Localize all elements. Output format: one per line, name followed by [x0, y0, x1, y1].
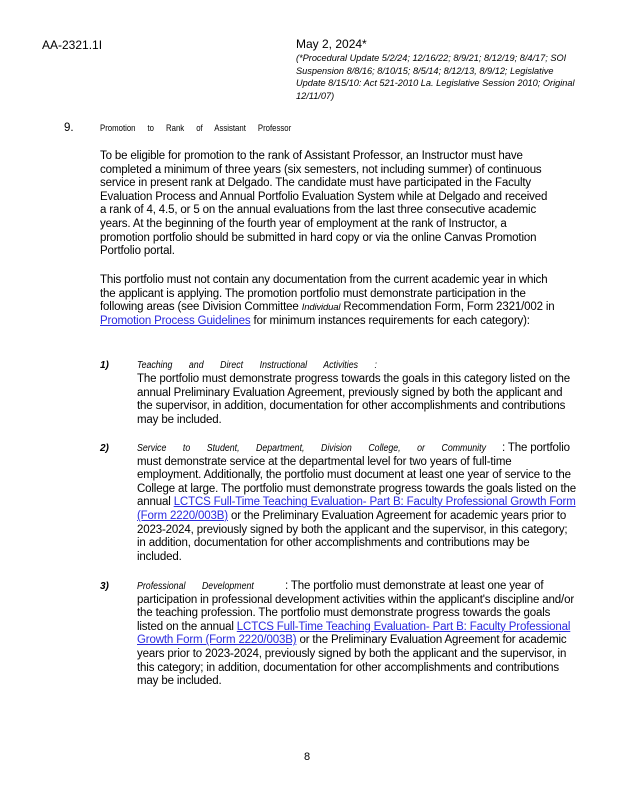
item-body-lead: : The portfolio must demonstrate service at the departmental level for two years of full-time employment. Additionally, the portfolio must document at least one year of service to the College at large. The portfolio must demonstrate progress towards the goals listed on the annual	[137, 442, 577, 509]
document-id: AA-2321.1I	[42, 38, 103, 52]
item-number: 1)	[100, 360, 109, 371]
item-body: The portfolio must demonstrate progress towards the goals in this category listed on the annual Preliminary Evaluation Agreement, previously signed by both the applicant and the supervisor, in addition, documentation for other accomplishments and contributions may be included.	[137, 373, 570, 426]
eligibility-paragraph: To be eligible for promotion to the rank of Assistant Professor, an Instructor must have completed a minimum of three years (six semesters, not including summer) of continuous service in present rank at Delgado. The candidate must have participated in the Faculty Evaluation Process and Annual Portfolio Evaluation System while at Delgado and received a rank of 4, 4.5, or 5 on the annual evaluations from the last three consecutive academic years. At the beginning of the fourth year of employment at the rank of Instructor, a promotion portfolio should be submitted in hard copy or via the online Canvas Promotion Portfolio portal.	[100, 150, 548, 258]
section-title: Promotion to Rank of Assistant Professor	[100, 123, 292, 134]
section-number: 9.	[64, 122, 74, 134]
lctcs-evaluation-link[interactable]: LCTCS Full-Time Teaching Evaluation- Part B: Faculty Professional Growth Form (Form 2220/003B)	[137, 620, 571, 647]
item-number: 3)	[100, 581, 109, 592]
italic-text: Individual	[301, 302, 341, 314]
item-body	[137, 580, 577, 689]
item-body-tail: or the Preliminary Evaluation Agreement for academic years prior to 2023-2024, previously signed by both the applicant and the supervisor, in this category; in addition, documentation for other accomplishments and contributions may be included.	[137, 634, 567, 688]
lctcs-evaluation-link[interactable]: LCTCS Full-Time Teaching Evaluation- Part B: Faculty Professional Growth Form (Form 2220/003B)	[137, 496, 576, 522]
item-body-lead: : The portfolio must demonstrate at least one year of participation in professional development activities within the applicant's discipline and/or the teaching profession. The portfolio must demonstrate progress towards the goals listed on the annual	[137, 580, 574, 633]
paragraph-text: This portfolio must not contain any documentation from the current academic year in which the applicant is applying. The promotion portfolio must demonstrate participation in the following areas (see Division Committee	[100, 274, 548, 314]
item-body	[137, 442, 577, 564]
portfolio-requirements-paragraph	[100, 274, 555, 328]
revision-date: May 2, 2024*	[296, 37, 367, 51]
item-heading: Professional Development	[137, 581, 254, 592]
item-heading: Service to Student, Department, Division College, or Community	[137, 443, 486, 454]
item-heading: Teaching and Direct Instructional Activities :	[137, 360, 377, 371]
date-block	[296, 37, 576, 102]
paragraph-text: for minimum instances requirements for each category):	[250, 314, 530, 327]
promotion-guidelines-link[interactable]: Promotion Process Guidelines	[100, 314, 251, 327]
item-number: 2)	[100, 443, 109, 454]
item-body-tail: or the Preliminary Evaluation Agreement for academic years prior to 2023-2024, previously signed by both the applicant and the supervisor, in this category; in addition, documentation for other accomplishments and contributions may be included.	[137, 509, 568, 563]
page-number: 8	[304, 751, 311, 763]
revision-history-note: (*Procedural Update 5/2/24; 12/16/22; 8/9/21; 8/12/19; 8/4/17; SOI Suspension 8/8/16; 8/10/15; 8/5/14; 8/12/13, 8/9/12; Legislative Update 8/15/10: Act 521-2010 La. Legislative Session 2010; Original 12/11/07)	[296, 53, 575, 101]
paragraph-text: Recommendation Form, Form 2321/002 in	[340, 301, 555, 314]
